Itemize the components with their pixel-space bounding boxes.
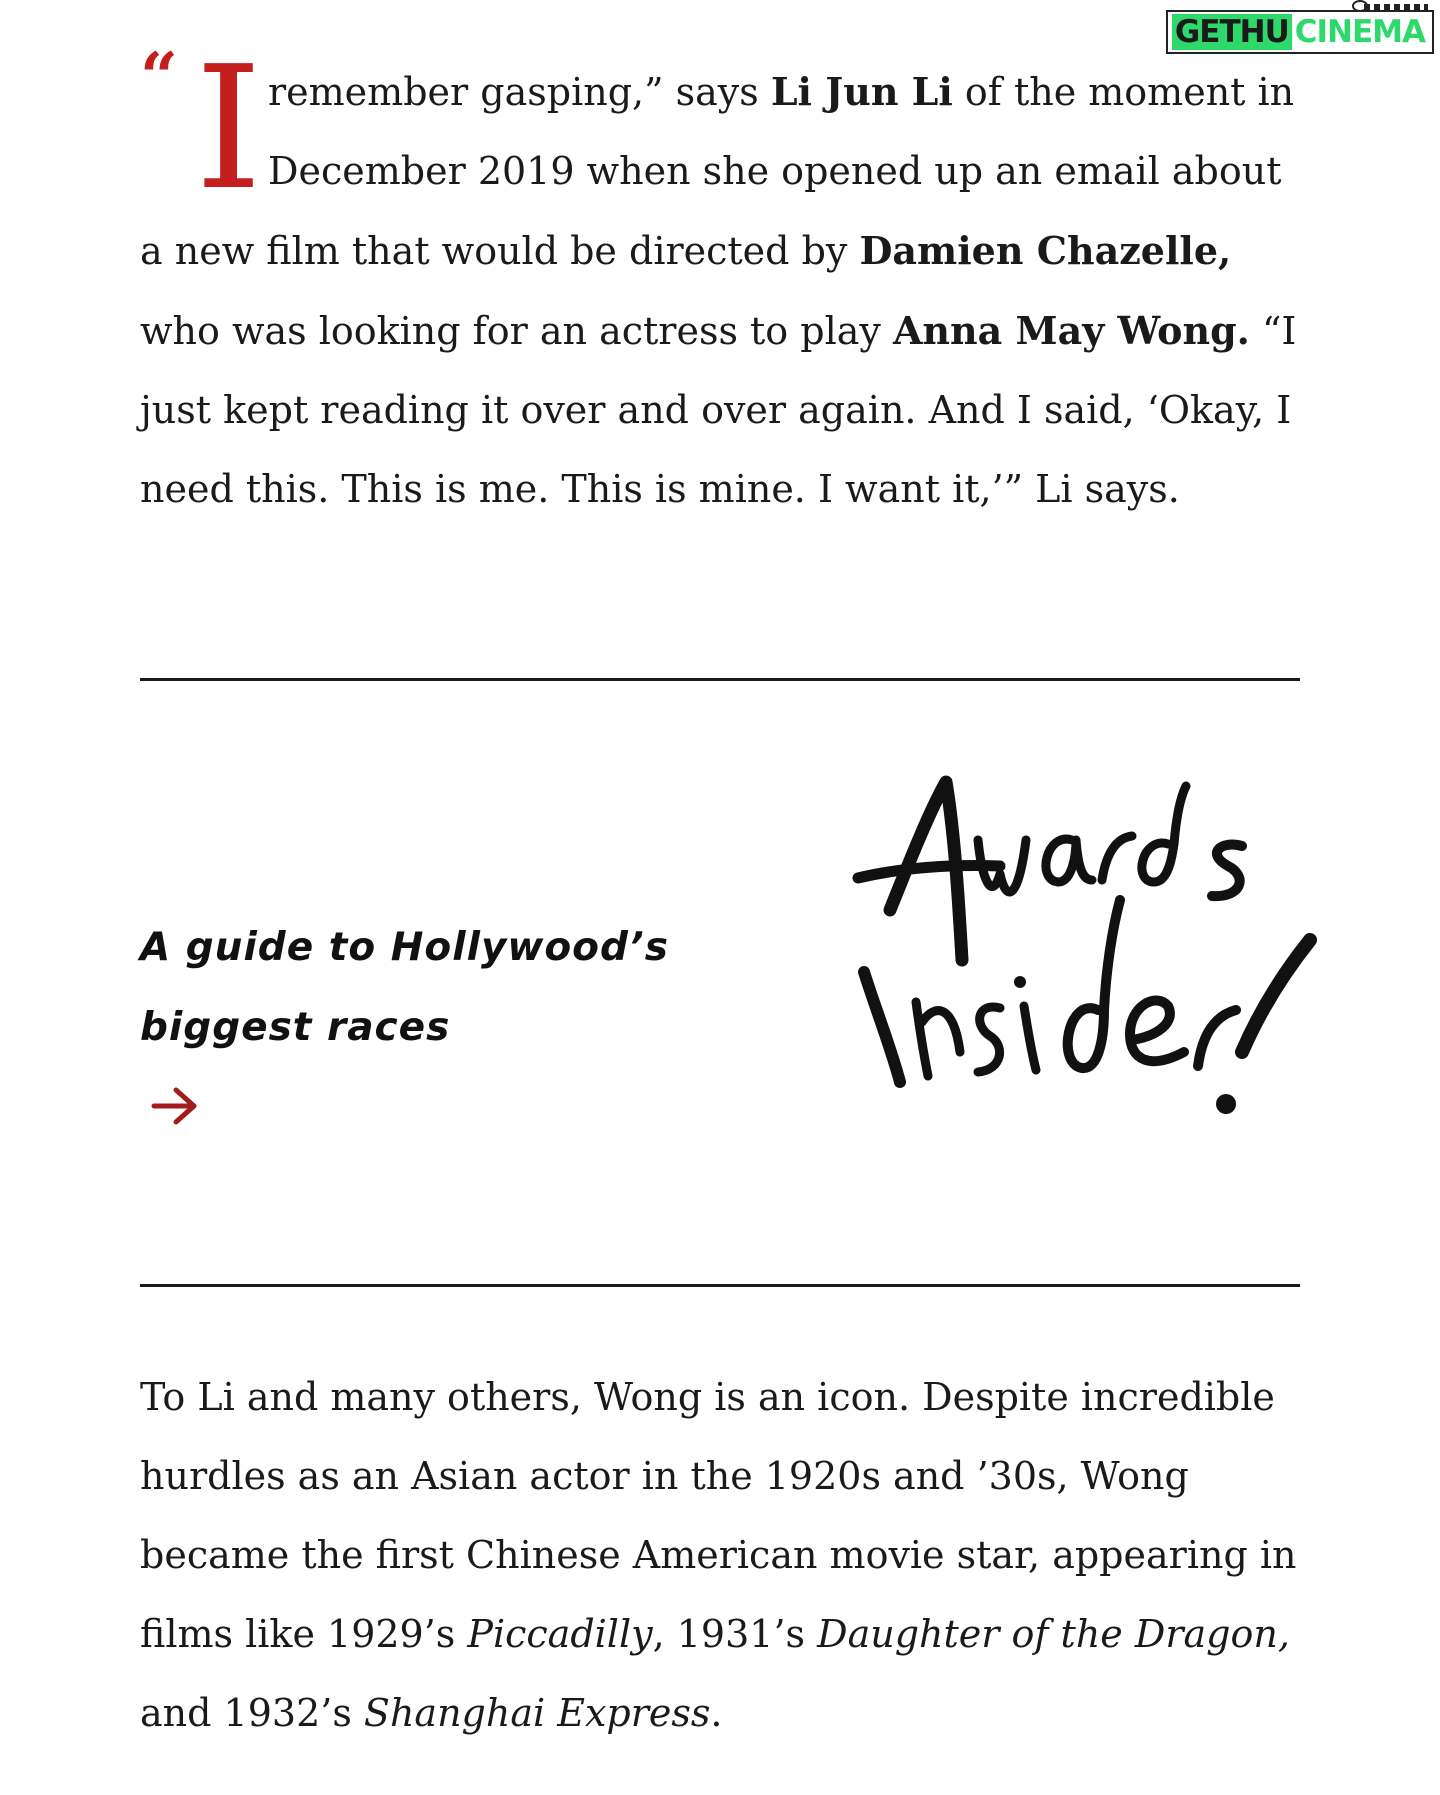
film-title-daughter-of-the-dragon: Daughter of the Dragon, xyxy=(817,1612,1290,1656)
divider-bottom xyxy=(140,1284,1300,1287)
name-li-jun-li: Li Jun Li xyxy=(770,69,953,114)
arrow-right-icon xyxy=(150,1086,200,1126)
promo-line-1: A guide to Hollywood’s xyxy=(140,925,669,970)
intro-text-1: remember gasping,” says xyxy=(268,70,771,114)
gethu-cinema-watermark xyxy=(1166,10,1434,54)
name-anna-may-wong: Anna May Wong. xyxy=(892,308,1250,353)
body-text-2: , 1931’s xyxy=(652,1612,818,1656)
awards-insider-logo[interactable] xyxy=(850,770,1330,1150)
body-paragraph xyxy=(140,1358,1300,1753)
watermark-part2: CINEMA xyxy=(1294,14,1425,50)
intro-text-3: who was looking for an actress to play xyxy=(140,309,893,353)
intro-text-2: of the moment in December 2019 when she opened up an email about a new film that would be directed by xyxy=(140,70,1295,273)
divider-top xyxy=(140,678,1300,681)
intro-text-4: “I just kept reading it over and over again. And I said, ‘Okay, I need this. This is me. This is mine. I want it,’” Li says. xyxy=(140,309,1297,511)
watermark-part1: GETHU xyxy=(1172,14,1292,50)
drop-cap-block xyxy=(140,30,263,228)
opening-quote-mark: “ xyxy=(140,38,178,116)
promo-line-2: biggest races xyxy=(140,1005,451,1050)
body-text-1: To Li and many others, Wong is an icon. Despite incredible hurdles as an Asian actor in the 1920s and ’30s, Wong became the first Chinese American movie star, appearing in films like 1929’s xyxy=(140,1375,1297,1656)
name-damien-chazelle: Damien Chazelle, xyxy=(859,228,1232,273)
body-paragraph-block xyxy=(140,1358,1300,1753)
body-text-4: . xyxy=(710,1691,723,1735)
film-title-piccadilly: Piccadilly xyxy=(467,1612,653,1656)
promo-line-2-wrap xyxy=(140,988,700,1148)
body-text-3: and 1932’s xyxy=(140,1691,364,1735)
awards-guide-link[interactable] xyxy=(140,908,700,1148)
film-title-shanghai-express: Shanghai Express xyxy=(363,1691,711,1735)
drop-cap-letter: I xyxy=(195,30,263,228)
film-strip-icon xyxy=(1364,4,1428,10)
awards-insider-logo-art xyxy=(850,770,1330,1150)
